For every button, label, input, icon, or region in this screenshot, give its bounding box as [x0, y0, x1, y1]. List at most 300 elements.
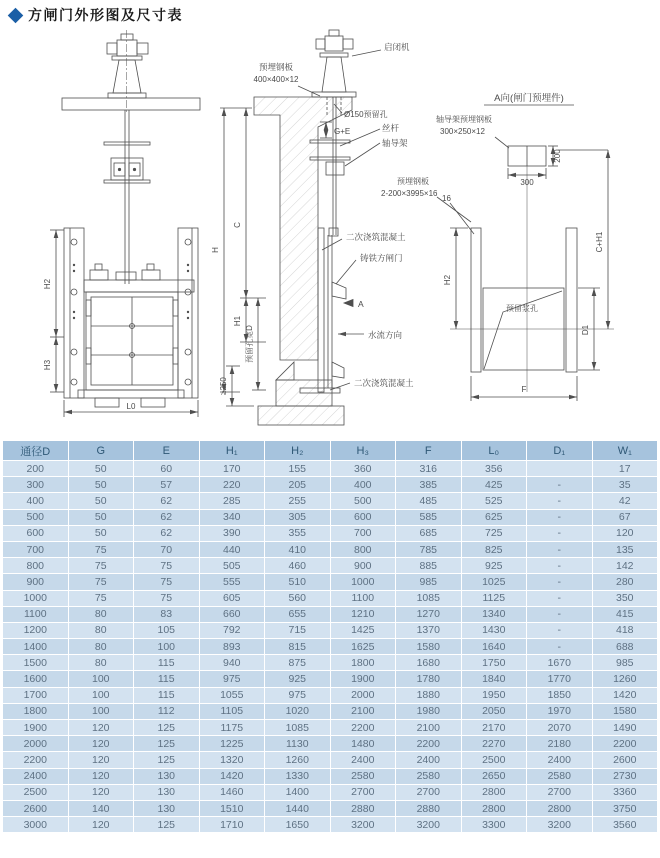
table-cell: 1400	[265, 784, 331, 800]
table-cell: 62	[134, 509, 200, 525]
table-cell: 340	[199, 509, 265, 525]
table-cell: 418	[592, 622, 658, 638]
table-cell: 940	[199, 655, 265, 671]
table-row	[3, 720, 658, 736]
table-cell: 800	[3, 558, 69, 574]
table-cell: 100	[68, 703, 134, 719]
table-cell: 2800	[527, 800, 593, 816]
table-row	[3, 671, 658, 687]
table-cell: 925	[265, 671, 331, 687]
table-row	[3, 461, 658, 477]
table-cell: 2600	[3, 800, 69, 816]
table-cell: 2880	[396, 800, 462, 816]
table-cell: 2000	[330, 687, 396, 703]
label-shaft-guide-frame: 轴导架	[382, 138, 408, 148]
table-cell: 2580	[527, 768, 593, 784]
table-cell: 1200	[3, 622, 69, 638]
dim-D1: D1	[581, 324, 590, 336]
table-cell: 1625	[330, 639, 396, 655]
table-cell: 205	[265, 477, 331, 493]
table-cell: 1480	[330, 736, 396, 752]
table-row	[3, 541, 658, 557]
table-cell: 1330	[265, 768, 331, 784]
table-cell: 285	[199, 493, 265, 509]
table-cell: 685	[396, 525, 462, 541]
diamond-bullet-icon	[8, 7, 24, 23]
table-cell: 1260	[592, 671, 658, 687]
table-cell: 100	[68, 671, 134, 687]
dim-300: 300	[520, 178, 534, 187]
table-cell: -	[527, 493, 593, 509]
table-cell: 1320	[199, 752, 265, 768]
table-cell: 400	[3, 493, 69, 509]
table-cell: 885	[396, 558, 462, 574]
table-cell: 900	[3, 574, 69, 590]
table-cell: 660	[199, 606, 265, 622]
table-cell: 1025	[461, 574, 527, 590]
table-cell: 785	[396, 541, 462, 557]
table-row	[3, 477, 658, 493]
table-cell: 700	[3, 541, 69, 557]
table-cell: 125	[134, 752, 200, 768]
table-cell: 2070	[527, 720, 593, 736]
table-row	[3, 687, 658, 703]
table-cell: 75	[134, 558, 200, 574]
table-cell: 1260	[265, 752, 331, 768]
label-embed-plate-2-size: 2-200×3995×16	[381, 189, 438, 198]
table-cell: 485	[396, 493, 462, 509]
table-cell: 62	[134, 525, 200, 541]
table-cell: -	[527, 590, 593, 606]
table-cell: 1770	[527, 671, 593, 687]
table-cell: 1085	[396, 590, 462, 606]
table-row	[3, 590, 658, 606]
table-cell: 75	[134, 590, 200, 606]
table-cell: 125	[134, 817, 200, 833]
table-cell: 1490	[592, 720, 658, 736]
table-cell: 3200	[527, 817, 593, 833]
table-cell: 1500	[3, 655, 69, 671]
table-row	[3, 574, 658, 590]
table-cell: 3300	[461, 817, 527, 833]
dim-H3: H3	[43, 359, 52, 371]
label-grout-hole: 预留浆孔	[506, 304, 538, 313]
table-cell: 500	[3, 509, 69, 525]
table-cell: 100	[68, 687, 134, 703]
table-row	[3, 493, 658, 509]
table-cell: 985	[592, 655, 658, 671]
table-cell: 280	[592, 574, 658, 590]
table-cell: 2200	[3, 752, 69, 768]
table-cell: 390	[199, 525, 265, 541]
column-header: D₁	[527, 441, 593, 461]
table-cell: 125	[134, 720, 200, 736]
table-cell: 815	[265, 639, 331, 655]
table-cell: -	[527, 574, 593, 590]
table-cell: 1000	[330, 574, 396, 590]
table-cell: 792	[199, 622, 265, 638]
table-cell: 120	[68, 768, 134, 784]
table-cell: 415	[592, 606, 658, 622]
table-cell: 2400	[396, 752, 462, 768]
dimension-table	[2, 440, 658, 833]
table-cell: 1420	[592, 687, 658, 703]
column-header: 通径D	[3, 441, 69, 461]
table-cell: 75	[134, 574, 200, 590]
table-cell: 120	[68, 752, 134, 768]
table-cell: 142	[592, 558, 658, 574]
table-cell: 875	[265, 655, 331, 671]
column-header: H₁	[199, 441, 265, 461]
table-cell: 80	[68, 655, 134, 671]
table-cell: 120	[592, 525, 658, 541]
table-cell: 1020	[265, 703, 331, 719]
table-cell: -	[527, 541, 593, 557]
dim-ge-250: ≥250	[219, 377, 228, 395]
table-cell: -	[527, 622, 593, 638]
table-cell: 2100	[396, 720, 462, 736]
table-cell: 3360	[592, 784, 658, 800]
table-cell: 555	[199, 574, 265, 590]
table-cell: 1130	[265, 736, 331, 752]
table-cell: 2700	[396, 784, 462, 800]
table-cell: -	[527, 525, 593, 541]
label-secondary-concrete-bottom: 二次浇筑混凝土	[354, 378, 414, 388]
table-cell: 600	[3, 525, 69, 541]
table-cell: 1700	[3, 687, 69, 703]
label-thickness-16: 16	[442, 194, 451, 203]
label-a-view-title: A向(闸门预埋件)	[494, 93, 564, 104]
dim-F: F	[521, 385, 527, 394]
table-cell: 120	[68, 817, 134, 833]
label-guide-embed-plate-size: 300×250×12	[440, 127, 485, 136]
column-header: H₃	[330, 441, 396, 461]
table-cell: 2700	[527, 784, 593, 800]
table-row	[3, 703, 658, 719]
table-cell: 1210	[330, 606, 396, 622]
table-cell: 80	[68, 622, 134, 638]
label-g-plus-e: G+E	[334, 127, 351, 136]
table-cell: 2050	[461, 703, 527, 719]
table-cell: 1840	[461, 671, 527, 687]
table-body	[3, 461, 658, 833]
table-cell: 2400	[3, 768, 69, 784]
table-cell: 115	[134, 671, 200, 687]
table-cell: 1710	[199, 817, 265, 833]
table-cell: 1430	[461, 622, 527, 638]
table-cell: 600	[330, 509, 396, 525]
table-cell: 305	[265, 509, 331, 525]
table-cell: 715	[265, 622, 331, 638]
dim-H1: H1	[233, 315, 242, 327]
dim-reserved-hole-width-D: 预留孔宽D	[245, 325, 254, 363]
table-cell: 425	[461, 477, 527, 493]
table-cell: 725	[461, 525, 527, 541]
table-cell: 1950	[461, 687, 527, 703]
dim-200: 200	[553, 149, 562, 163]
table-cell: 62	[134, 493, 200, 509]
table-cell: -	[527, 558, 593, 574]
table-cell: 900	[330, 558, 396, 574]
table-cell: 500	[330, 493, 396, 509]
label-embed-plate-1-size: 400×400×12	[253, 75, 299, 84]
table-cell: 2500	[461, 752, 527, 768]
table-cell	[527, 461, 593, 477]
table-cell: 3560	[592, 817, 658, 833]
table-cell: 100	[134, 639, 200, 655]
table-cell: 120	[68, 784, 134, 800]
table-cell: 1580	[592, 703, 658, 719]
table-cell: 510	[265, 574, 331, 590]
table-cell: 1460	[199, 784, 265, 800]
label-hoist: 启闭机	[384, 42, 410, 52]
label-secondary-concrete-top: 二次浇筑混凝土	[346, 232, 406, 242]
table-cell: 2200	[330, 720, 396, 736]
table-cell: 1000	[3, 590, 69, 606]
table-cell: 400	[330, 477, 396, 493]
table-row	[3, 655, 658, 671]
table-row	[3, 784, 658, 800]
table-cell: 1980	[396, 703, 462, 719]
dim-L0: L0	[126, 402, 136, 411]
table-cell: 130	[134, 768, 200, 784]
table-cell: 1425	[330, 622, 396, 638]
table-cell: -	[527, 606, 593, 622]
table-row	[3, 639, 658, 655]
table-cell: 2200	[592, 736, 658, 752]
table-cell: 1175	[199, 720, 265, 736]
table-cell: 1100	[3, 606, 69, 622]
table-cell: 17	[592, 461, 658, 477]
table-cell: 975	[265, 687, 331, 703]
table-cell: 75	[68, 558, 134, 574]
table-header-row	[3, 441, 658, 461]
table-cell: 1370	[396, 622, 462, 638]
table-cell: 355	[265, 525, 331, 541]
table-cell: 605	[199, 590, 265, 606]
label-guide-embed-plate: 轴导架预埋钢板	[436, 115, 492, 124]
table-cell: 70	[134, 541, 200, 557]
table-cell: 200	[3, 461, 69, 477]
table-cell: 585	[396, 509, 462, 525]
table-cell: 120	[68, 736, 134, 752]
table-cell: 1100	[330, 590, 396, 606]
table-cell: 2580	[396, 768, 462, 784]
table-cell: 3000	[3, 817, 69, 833]
table-cell: 1600	[3, 671, 69, 687]
table-cell: 1105	[199, 703, 265, 719]
column-header: E	[134, 441, 200, 461]
dim-H2-right: H2	[443, 274, 452, 286]
a-view-detail	[437, 105, 614, 401]
table-row	[3, 525, 658, 541]
table-cell: 80	[68, 606, 134, 622]
table-cell: 1400	[3, 639, 69, 655]
dim-C-plus-H1: C+H1	[595, 231, 604, 253]
table-cell: 2200	[396, 736, 462, 752]
table-cell: 50	[68, 525, 134, 541]
table-cell: 50	[68, 461, 134, 477]
label-embed-plate-1: 预埋钢板	[258, 62, 294, 72]
table-cell: 1270	[396, 606, 462, 622]
table-cell: 1800	[3, 703, 69, 719]
table-cell: 505	[199, 558, 265, 574]
table-cell: 1580	[396, 639, 462, 655]
section-view	[220, 30, 381, 425]
label-section-a: A	[358, 299, 364, 309]
table-cell: 220	[199, 477, 265, 493]
table-cell: 3200	[330, 817, 396, 833]
table-row	[3, 606, 658, 622]
table-cell: 1680	[396, 655, 462, 671]
table-cell: 1850	[527, 687, 593, 703]
table-cell: 2880	[330, 800, 396, 816]
column-header: W₁	[592, 441, 658, 461]
label-embed-plate-2: 预埋钢板	[397, 177, 429, 186]
table-row	[3, 752, 658, 768]
table-cell: 2270	[461, 736, 527, 752]
table-cell: 688	[592, 639, 658, 655]
page-title: 方闸门外形图及尺寸表	[28, 7, 183, 23]
table-cell: 316	[396, 461, 462, 477]
table-cell: 300	[3, 477, 69, 493]
table-cell: 440	[199, 541, 265, 557]
table-cell: 170	[199, 461, 265, 477]
table-cell: 1780	[396, 671, 462, 687]
table-cell: 2400	[330, 752, 396, 768]
table-cell: 1900	[330, 671, 396, 687]
label-screw-rod: 丝杆	[382, 123, 400, 133]
table-cell: 105	[134, 622, 200, 638]
table-cell: 1750	[461, 655, 527, 671]
table-cell: 460	[265, 558, 331, 574]
table-cell: 83	[134, 606, 200, 622]
table-row	[3, 558, 658, 574]
table-cell: 410	[265, 541, 331, 557]
table-cell: 50	[68, 493, 134, 509]
table-cell: 2500	[3, 784, 69, 800]
table-cell: 140	[68, 800, 134, 816]
table-cell: 57	[134, 477, 200, 493]
table-cell: 155	[265, 461, 331, 477]
table-cell: 1880	[396, 687, 462, 703]
table-cell: 350	[592, 590, 658, 606]
table-cell: 130	[134, 784, 200, 800]
table-cell: 112	[134, 703, 200, 719]
column-header: G	[68, 441, 134, 461]
table-cell: 800	[330, 541, 396, 557]
table-cell: 2580	[330, 768, 396, 784]
table-cell: 2800	[461, 784, 527, 800]
table-cell: 1640	[461, 639, 527, 655]
table-cell: 1670	[527, 655, 593, 671]
table-cell: 1340	[461, 606, 527, 622]
table-cell: 360	[330, 461, 396, 477]
table-cell: 893	[199, 639, 265, 655]
table-cell: 115	[134, 687, 200, 703]
table-row	[3, 817, 658, 833]
table-cell: 2800	[461, 800, 527, 816]
table-cell: -	[527, 509, 593, 525]
table-cell: 2730	[592, 768, 658, 784]
table-cell: 50	[68, 509, 134, 525]
table-cell: 255	[265, 493, 331, 509]
table-cell: 1085	[265, 720, 331, 736]
table-cell: 3200	[396, 817, 462, 833]
page-header	[8, 5, 183, 25]
table-cell: 1225	[199, 736, 265, 752]
dim-C: C	[233, 222, 242, 228]
table-row	[3, 768, 658, 784]
table-cell: 2650	[461, 768, 527, 784]
table-cell: 75	[68, 541, 134, 557]
table-cell: 75	[68, 574, 134, 590]
front-view	[50, 30, 200, 417]
table-cell: 50	[68, 477, 134, 493]
table-cell: 3750	[592, 800, 658, 816]
table-cell: 1800	[330, 655, 396, 671]
table-row	[3, 800, 658, 816]
table-cell: 385	[396, 477, 462, 493]
table-cell: -	[527, 477, 593, 493]
table-cell: 42	[592, 493, 658, 509]
table-row	[3, 736, 658, 752]
table-cell: 125	[134, 736, 200, 752]
table-cell: 2180	[527, 736, 593, 752]
column-header: L₀	[461, 441, 527, 461]
table-cell: 1420	[199, 768, 265, 784]
table-cell: 2000	[3, 736, 69, 752]
table-cell: 700	[330, 525, 396, 541]
column-header: F	[396, 441, 462, 461]
table-cell: 135	[592, 541, 658, 557]
dim-H: H	[211, 247, 220, 253]
table-cell: 1900	[3, 720, 69, 736]
table-cell: 975	[199, 671, 265, 687]
table-row	[3, 509, 658, 525]
column-header: H₂	[265, 441, 331, 461]
table-cell: 560	[265, 590, 331, 606]
table-cell: 2600	[592, 752, 658, 768]
label-reserved-hole-150: Ø150预留孔	[344, 110, 388, 119]
table-cell: 67	[592, 509, 658, 525]
table-cell: 1970	[527, 703, 593, 719]
dim-H2-front: H2	[43, 278, 52, 290]
table-cell: 1125	[461, 590, 527, 606]
table-cell: 356	[461, 461, 527, 477]
table-cell: 655	[265, 606, 331, 622]
table-cell: 2400	[527, 752, 593, 768]
table-cell: 120	[68, 720, 134, 736]
table-cell: 985	[396, 574, 462, 590]
label-cast-iron-gate: 铸铁方闸门	[360, 253, 403, 263]
table-cell: 2700	[330, 784, 396, 800]
table-cell: 60	[134, 461, 200, 477]
table-cell: 75	[68, 590, 134, 606]
table-cell: 2170	[461, 720, 527, 736]
label-flow-direction: 水流方向	[368, 330, 403, 340]
table-cell: 1650	[265, 817, 331, 833]
table-cell: 2100	[330, 703, 396, 719]
table-cell: 115	[134, 655, 200, 671]
table-cell: 625	[461, 509, 527, 525]
table-cell: 825	[461, 541, 527, 557]
table-cell: 1055	[199, 687, 265, 703]
table-cell: 1510	[199, 800, 265, 816]
table-cell: 130	[134, 800, 200, 816]
table-cell: 80	[68, 639, 134, 655]
gate-outline-drawing	[0, 28, 660, 440]
